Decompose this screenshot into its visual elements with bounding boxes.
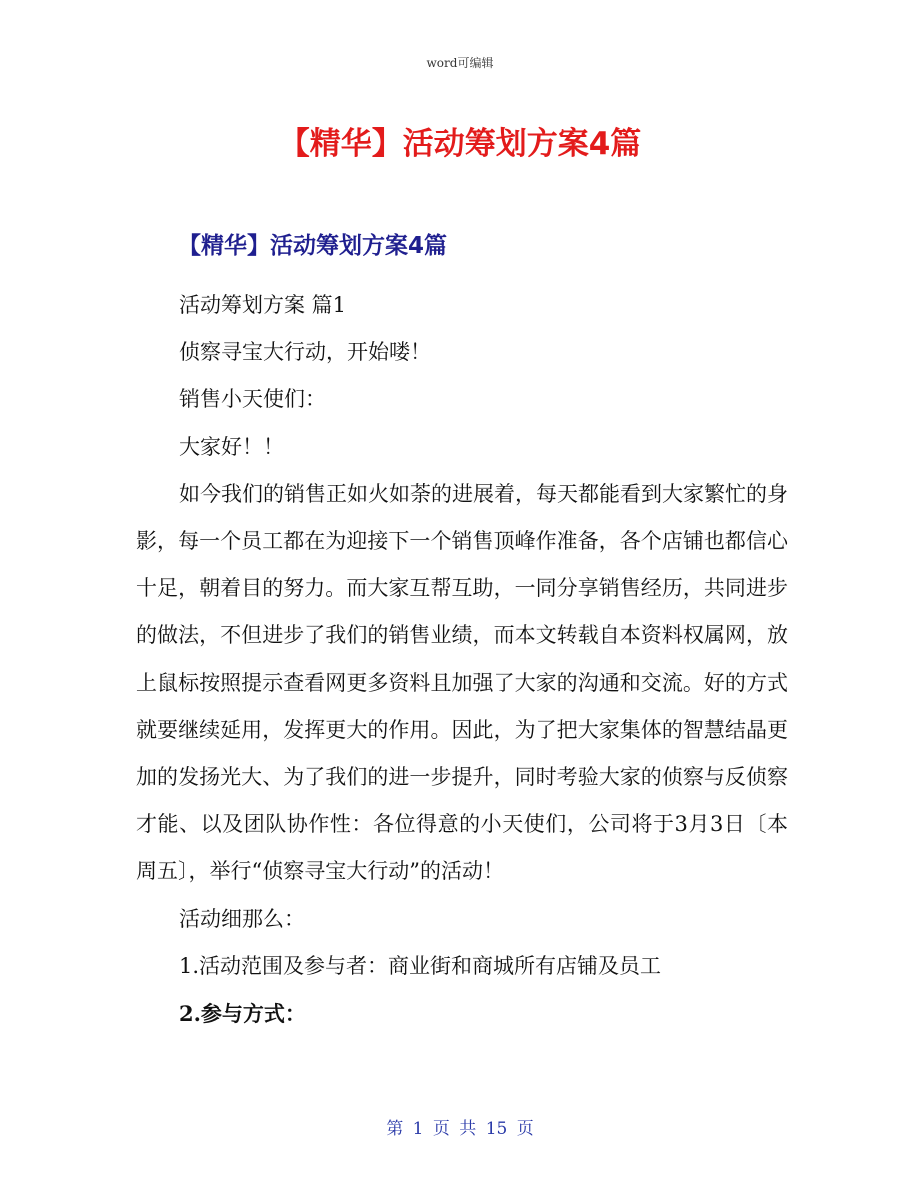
paragraph-greeting: 大家好！！ bbox=[179, 434, 284, 459]
header-note: word可编辑 bbox=[426, 56, 494, 70]
page-number-footer: 第 1 页 共 15 页 bbox=[386, 1119, 534, 1139]
document-title: 【精华】活动筹划方案4篇 bbox=[278, 126, 642, 162]
paragraph-slogan: 侦察寻宝大行动，开始喽！ bbox=[179, 340, 431, 365]
paragraph-salutation: 销售小天使们： bbox=[179, 387, 326, 412]
document-body bbox=[136, 282, 788, 1037]
section-heading: 【精华】活动筹划方案4篇 bbox=[178, 233, 448, 259]
paragraph-rules-label: 活动细那么： bbox=[179, 906, 305, 931]
paragraph-plan-label: 活动筹划方案 篇1 bbox=[179, 293, 347, 317]
paragraph-rule-2: 2.参与方式： bbox=[179, 1001, 306, 1027]
paragraph-rule-1: 1.活动范围及参与者：商业街和商城所有店铺及员工 bbox=[179, 953, 662, 978]
paragraph-body: 如今我们的销售正如火如荼的进展着，每天都能看到大家繁忙的身影，每一个员工都在为迎接下一个销售顶峰作准备，各个店铺也都信心十足，朝着目的努力。而大家互帮互助，一同分享销售经历，共同进步的做法，不但进步了我们的销售业绩，而本文转载自本资料权属网，放上鼠标按照提示查看网更多资料且加强了大家的沟通和交流。好的方式就要继续延用，发挥更大的作用。因此，为了把大家集体的智慧结晶更加的发扬光大、为了我们的进一步提升，同时考验大家的侦察与反侦察才能、以及团队协作性：各位得意的小天使们，公司将于3月3日〔本周五〕，举行“侦察寻宝大行动”的活动！ bbox=[136, 481, 788, 884]
